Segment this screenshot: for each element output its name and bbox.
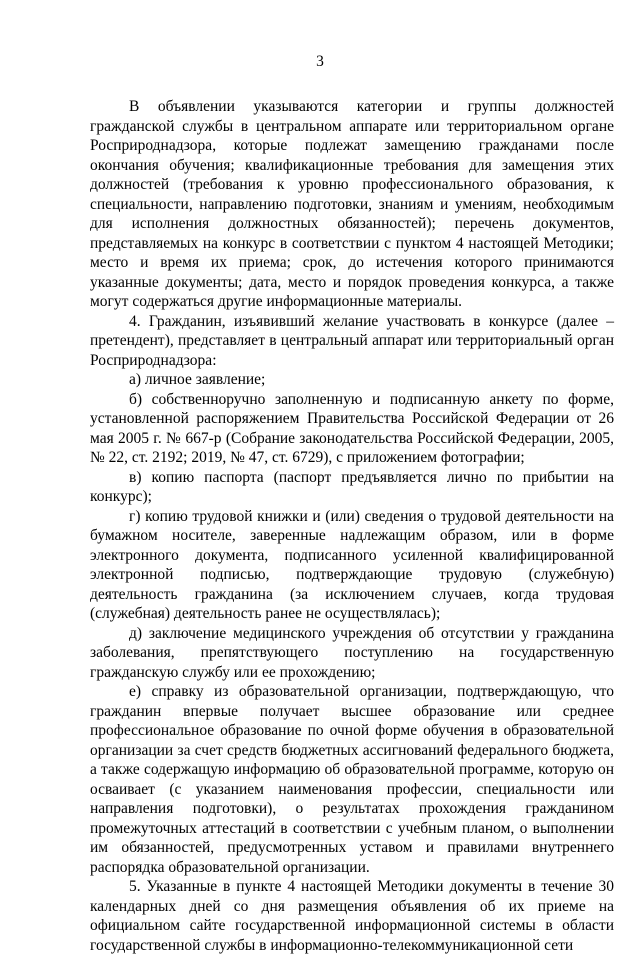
list-item-g: г) копию трудовой книжки и (или) сведения о трудовой деятельности на бумажном носителе, заверенные надлежащим образом, или в форме электронного документа, подписанного усиленной квалифицированной электронной подписью, подтверждающие трудовую (служебную) деятельность гражданина (за исключением случаев, когда трудовая (служебная) деятельность ранее не осуществлялась); — [90, 507, 614, 622]
page-number: 3 — [316, 53, 324, 70]
list-item-d: д) заключение медицинского учреждения об отсутствии у гражданина заболевания, препятствующего поступлению на государственную гражданскую службу или ее прохождению; — [90, 624, 614, 681]
paragraph-item-5: 5. Указанные в пункте 4 настоящей Методики документы в течение 30 календарных дней со дня размещения объявления об их приеме на официальном сайте государственной информационной системы в области государственной службы в информационно-телекоммуникационной сети — [90, 878, 614, 954]
list-item-b: б) собственноручно заполненную и подписанную анкету по форме, установленной распоряжением Правительства Российской Федерации от 26 мая 2005 г. № 667-р (Собрание законодательства Российской Федерации, 2005, № 22, ст. 2192; 2019, № 47, ст. 6729), с приложением фотографии; — [90, 390, 614, 466]
list-item-e: е) справку из образовательной организации, подтверждающую, что гражданин впервые получает высшее образование или среднее профессиональное образование по очной форме обучения в образовательной организации за счет средств бюджетных ассигнований федерального бюджета, а также содержащую информацию об образовательной программе, которую он осваивает (с указанием наименования профессии, специальности или направления подготовки), о результатах прохождения гражданином промежуточных аттестаций в соответствии с учебным планом, о выполнении им обязанностей, предусмотренных уставом и правилами внутреннего распорядка образовательной организации. — [90, 683, 614, 876]
list-item-v: в) копию паспорта (паспорт предъявляется лично по прибытии на конкурс); — [90, 468, 614, 505]
paragraph-announcement: В объявлении указываются категории и группы должностей гражданской службы в центральном аппарате или территориальном органе Росприроднадзора, которые подлежат замещению гражданами после окончания обучения; квалификационные требования для замещения этих должностей (требования к уровню профессионального образования, к специальности, направлению подготовки, знаниям и умениям, необходимым для исполнения должностных обязанностей); перечень документов, представляемых на конкурс в соответствии с пунктом 4 настоящей Методики; место и время их приема; срок, до истечения которого принимаются указанные документы; дата, место и порядок проведения конкурса, а также могут содержаться другие информационные материалы. — [90, 98, 614, 310]
document-body — [90, 97, 614, 955]
list-item-a: а) личное заявление; — [129, 371, 266, 388]
paragraph-item-4: 4. Гражданин, изъявивший желание участвовать в конкурсе (далее – претендент), представляет в центральный аппарат или территориальный орган Росприроднадзора: — [90, 312, 614, 369]
